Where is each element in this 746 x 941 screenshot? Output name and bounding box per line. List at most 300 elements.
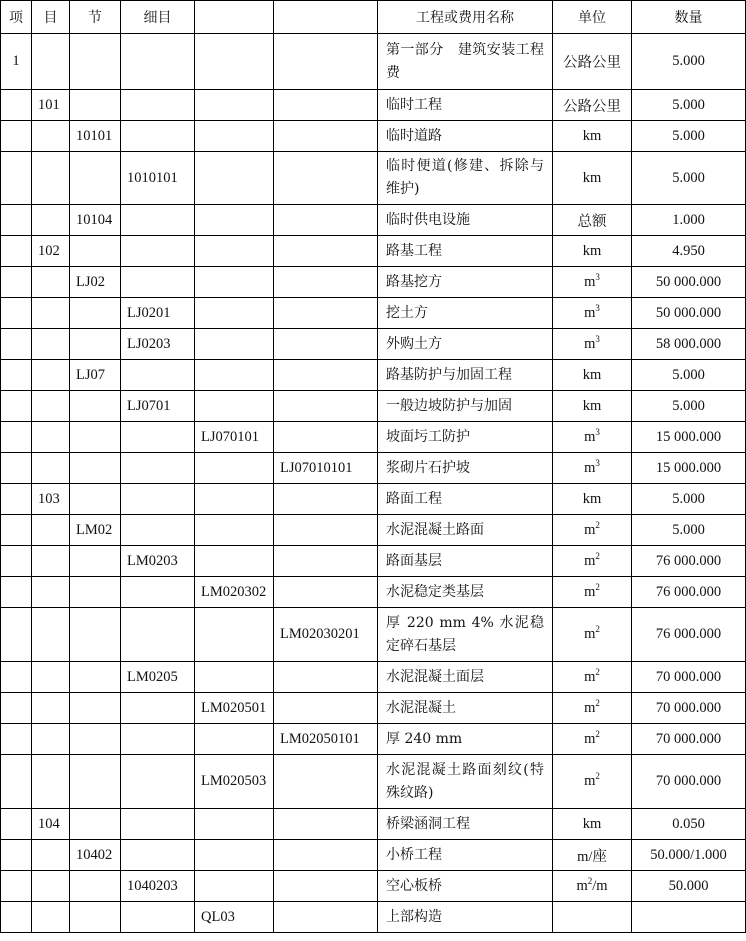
detail-cell [121,693,195,724]
category-cell [32,693,70,724]
table-row [1,360,746,391]
section-cell: LJ07 [70,360,121,391]
section-cell [70,809,121,840]
unit-text: km [582,242,602,259]
table-row [1,608,746,662]
category-cell [32,871,70,902]
section-cell [70,329,121,360]
detail-cell [121,34,195,90]
table-row [1,236,746,267]
item-cell [1,152,32,205]
unit-suffix: /m [592,877,608,894]
quantity-cell: 5.000 [632,360,746,391]
unit-cell [553,871,632,902]
subsubdetail-cell: LM02050101 [274,724,378,755]
section-cell [70,484,121,515]
section-cell: 10101 [70,121,121,152]
unit-text: km [582,127,602,144]
unit-exponent: 3 [595,333,600,344]
name-cell: 路面工程 [378,484,553,515]
subdetail-cell: LJ070101 [195,422,274,453]
unit-cell [553,515,632,546]
table-row [1,662,746,693]
subdetail-cell [195,840,274,871]
unit-exponent: 2 [595,728,600,739]
name-cell: 上部构造 [378,902,553,933]
unit-cell [553,809,632,840]
name-cell: 路基工程 [378,236,553,267]
name-cell: 路基挖方 [378,267,553,298]
section-cell: LM02 [70,515,121,546]
name-cell: 桥梁涵洞工程 [378,809,553,840]
name-cell: 临时便道(修建、拆除与维护) [378,152,553,205]
category-cell [32,152,70,205]
detail-cell: LJ0701 [121,391,195,422]
subsubdetail-cell [274,34,378,90]
item-cell [1,608,32,662]
subdetail-cell [195,546,274,577]
name-cell: 临时道路 [378,121,553,152]
unit-cell [553,391,632,422]
table-row [1,453,746,484]
section-cell [70,236,121,267]
subdetail-cell [195,608,274,662]
name-cell: 厚 220 mm 4% 水泥稳定碎石基层 [378,608,553,662]
detail-cell [121,902,195,933]
unit-text: m [584,668,596,685]
unit-text: km [582,490,602,507]
table-row [1,484,746,515]
subsubdetail-cell [274,840,378,871]
detail-cell: LJ0203 [121,329,195,360]
item-cell [1,298,32,329]
table-row [1,329,746,360]
unit-exponent: 2 [587,875,593,886]
name-cell: 浆砌片石护坡 [378,453,553,484]
category-cell [32,840,70,871]
subsubdetail-cell [274,755,378,809]
item-cell [1,515,32,546]
unit-cell [553,453,632,484]
detail-cell [121,205,195,236]
section-cell [70,90,121,121]
unit-text: 公路公里 [563,98,621,115]
subsubdetail-cell [274,902,378,933]
quantity-cell: 70 000.000 [632,693,746,724]
subsubdetail-cell [274,546,378,577]
subdetail-cell [195,453,274,484]
category-cell [32,205,70,236]
table-row [1,422,746,453]
table-row [1,809,746,840]
subdetail-cell [195,484,274,515]
subsubdetail-cell [274,236,378,267]
subsubdetail-cell [274,693,378,724]
unit-cell [553,205,632,236]
detail-cell [121,724,195,755]
detail-cell [121,90,195,121]
category-cell [32,453,70,484]
subdetail-cell: LM020302 [195,577,274,608]
subdetail-cell [195,329,274,360]
unit-text: km [582,169,602,186]
table-row [1,755,746,809]
col-header-category: 目 [32,1,70,34]
section-cell [70,152,121,205]
subdetail-cell [195,236,274,267]
subdetail-cell [195,871,274,902]
unit-text: m [584,730,596,747]
subdetail-cell [195,267,274,298]
table-row [1,267,746,298]
detail-cell [121,236,195,267]
detail-cell: 1010101 [121,152,195,205]
quantity-cell: 76 000.000 [632,577,746,608]
quantity-cell: 70 000.000 [632,755,746,809]
category-cell [32,662,70,693]
quantity-cell: 50.000/1.000 [632,840,746,871]
table-row [1,90,746,121]
unit-text: m [584,428,596,445]
table-row [1,121,746,152]
name-cell: 路面基层 [378,546,553,577]
item-cell [1,755,32,809]
item-cell [1,422,32,453]
category-cell [32,267,70,298]
quantity-cell: 15 000.000 [632,453,746,484]
detail-cell [121,121,195,152]
item-cell [1,121,32,152]
subdetail-cell [195,34,274,90]
subsubdetail-cell [274,205,378,236]
table-row [1,152,746,205]
subsubdetail-cell: LM02030201 [274,608,378,662]
section-cell [70,724,121,755]
quantity-cell: 50 000.000 [632,298,746,329]
unit-exponent: 2 [595,550,600,561]
item-cell [1,577,32,608]
unit-cell [553,693,632,724]
section-cell: LJ02 [70,267,121,298]
unit-cell [553,902,632,933]
subsubdetail-cell [274,267,378,298]
subsubdetail-cell [274,422,378,453]
name-cell: 挖土方 [378,298,553,329]
subsubdetail-cell [274,90,378,121]
unit-exponent: 3 [595,457,600,468]
detail-cell: LJ0201 [121,298,195,329]
name-cell: 一般边坡防护与加固 [378,391,553,422]
subdetail-cell [195,152,274,205]
unit-cell [553,360,632,391]
detail-cell [121,515,195,546]
unit-exponent: 2 [595,697,600,708]
section-cell [70,662,121,693]
section-cell [70,902,121,933]
category-cell: 104 [32,809,70,840]
detail-cell [121,453,195,484]
detail-cell [121,422,195,453]
name-cell: 水泥混凝土路面刻纹(特殊纹路) [378,755,553,809]
quantity-cell: 50.000 [632,871,746,902]
unit-text: m [584,521,596,538]
category-cell [32,121,70,152]
item-cell [1,546,32,577]
unit-cell [553,121,632,152]
name-cell: 第一部分 建筑安装工程费 [378,34,553,90]
quantity-cell: 5.000 [632,34,746,90]
quantity-cell: 15 000.000 [632,422,746,453]
unit-text: 公路公里 [563,55,621,71]
name-cell: 外购土方 [378,329,553,360]
table-row [1,724,746,755]
unit-cell [553,840,632,871]
quantity-cell: 5.000 [632,121,746,152]
quantity-cell [632,902,746,933]
detail-cell [121,577,195,608]
item-cell [1,662,32,693]
unit-cell [553,298,632,329]
item-cell [1,693,32,724]
unit-cell [553,662,632,693]
unit-text: km [582,366,602,383]
name-cell: 坡面圬工防护 [378,422,553,453]
category-cell: 103 [32,484,70,515]
subdetail-cell [195,724,274,755]
unit-cell [553,484,632,515]
unit-text: km [582,815,602,832]
table-body [1,34,746,933]
subdetail-cell: LM020501 [195,693,274,724]
item-cell [1,205,32,236]
category-cell [32,546,70,577]
category-cell [32,391,70,422]
quantity-cell: 76 000.000 [632,546,746,577]
item-cell [1,360,32,391]
detail-cell: 1040203 [121,871,195,902]
name-cell: 厚 240 mm [378,724,553,755]
section-cell [70,391,121,422]
section-cell: 10104 [70,205,121,236]
unit-exponent: 2 [595,771,600,782]
category-cell [32,755,70,809]
quantity-cell: 58 000.000 [632,329,746,360]
table-row [1,840,746,871]
subdetail-cell [195,360,274,391]
unit-cell [553,608,632,662]
unit-exponent: 3 [595,302,600,313]
category-cell [32,298,70,329]
header-row [1,1,746,34]
name-cell: 水泥稳定类基层 [378,577,553,608]
unit-exponent: 2 [595,624,600,635]
subdetail-cell: QL03 [195,902,274,933]
item-cell [1,90,32,121]
unit-text: m [584,459,596,476]
table-row [1,546,746,577]
unit-text: m [584,552,596,569]
section-cell [70,693,121,724]
unit-cell [553,329,632,360]
detail-cell [121,267,195,298]
subdetail-cell [195,298,274,329]
subsubdetail-cell: LJ07010101 [274,453,378,484]
quantity-cell: 5.000 [632,484,746,515]
unit-exponent: 2 [595,666,600,677]
category-cell [32,329,70,360]
subsubdetail-cell [274,121,378,152]
item-cell [1,453,32,484]
subsubdetail-cell [274,662,378,693]
unit-exponent: 2 [595,519,600,530]
col-header-section: 节 [70,1,121,34]
item-cell [1,902,32,933]
unit-exponent: 3 [595,271,600,282]
col-header-detail: 细目 [121,1,195,34]
subsubdetail-cell [274,871,378,902]
unit-text: 总额 [577,213,607,230]
section-cell [70,453,121,484]
quantity-cell: 0.050 [632,809,746,840]
quantity-cell: 5.000 [632,391,746,422]
detail-cell: LM0203 [121,546,195,577]
subsubdetail-cell [274,329,378,360]
detail-cell [121,755,195,809]
item-cell [1,840,32,871]
quantity-cell: 4.950 [632,236,746,267]
subsubdetail-cell [274,809,378,840]
category-cell [32,608,70,662]
unit-text: m [584,626,596,642]
category-cell [32,360,70,391]
section-cell [70,298,121,329]
table-row [1,871,746,902]
quantity-cell: 50 000.000 [632,267,746,298]
col-header-quantity: 数量 [632,1,746,34]
name-cell: 路基防护与加固工程 [378,360,553,391]
unit-exponent: 2 [595,581,600,592]
item-cell [1,809,32,840]
name-cell: 临时工程 [378,90,553,121]
detail-cell: LM0205 [121,662,195,693]
subdetail-cell [195,662,274,693]
unit-exponent: 3 [595,426,600,437]
unit-text: km [582,397,602,414]
table-row [1,902,746,933]
table-row [1,577,746,608]
quantity-cell: 5.000 [632,152,746,205]
category-cell [32,902,70,933]
section-cell [70,871,121,902]
section-cell [70,422,121,453]
section-cell: 10402 [70,840,121,871]
name-cell: 水泥混凝土面层 [378,662,553,693]
section-cell [70,34,121,90]
section-cell [70,546,121,577]
col-header-name: 工程或费用名称 [378,1,553,34]
unit-cell [553,236,632,267]
unit-cell [553,267,632,298]
name-cell: 小桥工程 [378,840,553,871]
section-cell [70,577,121,608]
subsubdetail-cell [274,298,378,329]
col-header-unit: 单位 [553,1,632,34]
unit-text: m [576,877,588,894]
category-cell [32,34,70,90]
table-row [1,515,746,546]
item-cell [1,236,32,267]
subsubdetail-cell [274,152,378,205]
unit-cell [553,152,632,205]
detail-cell [121,809,195,840]
unit-cell [553,755,632,809]
item-cell: 1 [1,34,32,90]
section-cell [70,755,121,809]
table-row [1,693,746,724]
unit-cell [553,724,632,755]
item-cell [1,391,32,422]
subdetail-cell [195,205,274,236]
table-row [1,205,746,236]
detail-cell [121,484,195,515]
unit-text: m [584,699,596,716]
detail-cell [121,840,195,871]
category-cell: 102 [32,236,70,267]
item-cell [1,267,32,298]
detail-cell [121,608,195,662]
category-cell [32,422,70,453]
subsubdetail-cell [274,360,378,391]
item-cell [1,484,32,515]
quantity-cell: 70 000.000 [632,724,746,755]
subdetail-cell: LM020503 [195,755,274,809]
subsubdetail-cell [274,577,378,608]
unit-cell [553,422,632,453]
quantity-cell: 5.000 [632,90,746,121]
category-cell [32,577,70,608]
detail-cell [121,360,195,391]
subdetail-cell [195,515,274,546]
unit-cell [553,577,632,608]
table-row [1,298,746,329]
col-header-blank-1 [195,1,274,34]
table-row [1,34,746,90]
name-cell: 临时供电设施 [378,205,553,236]
name-cell: 水泥混凝土 [378,693,553,724]
item-cell [1,871,32,902]
category-cell [32,724,70,755]
quantity-cell: 1.000 [632,205,746,236]
unit-cell [553,90,632,121]
section-cell [70,608,121,662]
category-cell [32,515,70,546]
subsubdetail-cell [274,391,378,422]
subdetail-cell [195,90,274,121]
quantity-cell: 76 000.000 [632,608,746,662]
item-cell [1,329,32,360]
category-cell: 101 [32,90,70,121]
subsubdetail-cell [274,484,378,515]
unit-text: m [584,335,596,352]
unit-text: m [584,583,596,600]
table-row [1,391,746,422]
subdetail-cell [195,809,274,840]
unit-text: m/座 [577,848,607,865]
unit-cell [553,546,632,577]
col-header-blank-2 [274,1,378,34]
item-cell [1,724,32,755]
subdetail-cell [195,121,274,152]
